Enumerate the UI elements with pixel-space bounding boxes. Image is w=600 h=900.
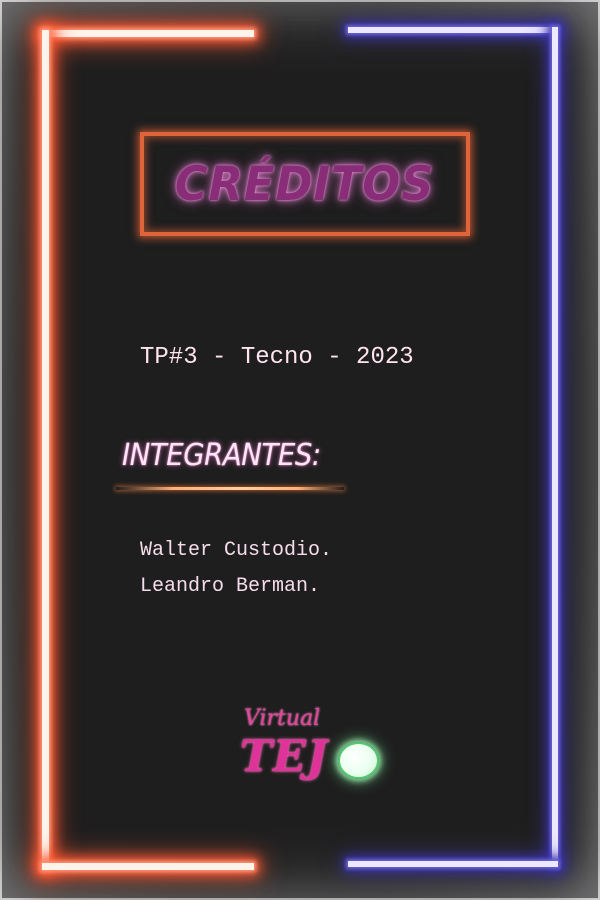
game-logo: [238, 706, 388, 786]
member-name: Walter Custodio.: [140, 539, 333, 562]
neon-bracket-left-side: [42, 30, 49, 870]
neon-bracket-right-bottom: [348, 861, 558, 867]
page-title: CRÉDITOS: [175, 156, 435, 212]
neon-bracket-right-top: [348, 27, 558, 33]
project-subtitle: TP#3 - Tecno - 2023: [140, 344, 414, 371]
member-name: Leandro Berman.: [140, 575, 321, 598]
neon-bracket-right-side: [552, 27, 558, 867]
neon-bracket-left-bottom: [42, 863, 254, 870]
ball-icon: [338, 742, 379, 779]
heading-underline: [116, 487, 344, 490]
members-heading: INTEGRANTES:: [122, 438, 321, 473]
neon-bracket-left-top: [42, 30, 254, 37]
title-frame: [140, 132, 470, 236]
logo-tej-text: TEJ: [240, 732, 329, 782]
members-list: [140, 533, 332, 605]
logo-virtual-text: Virtual: [244, 706, 321, 731]
